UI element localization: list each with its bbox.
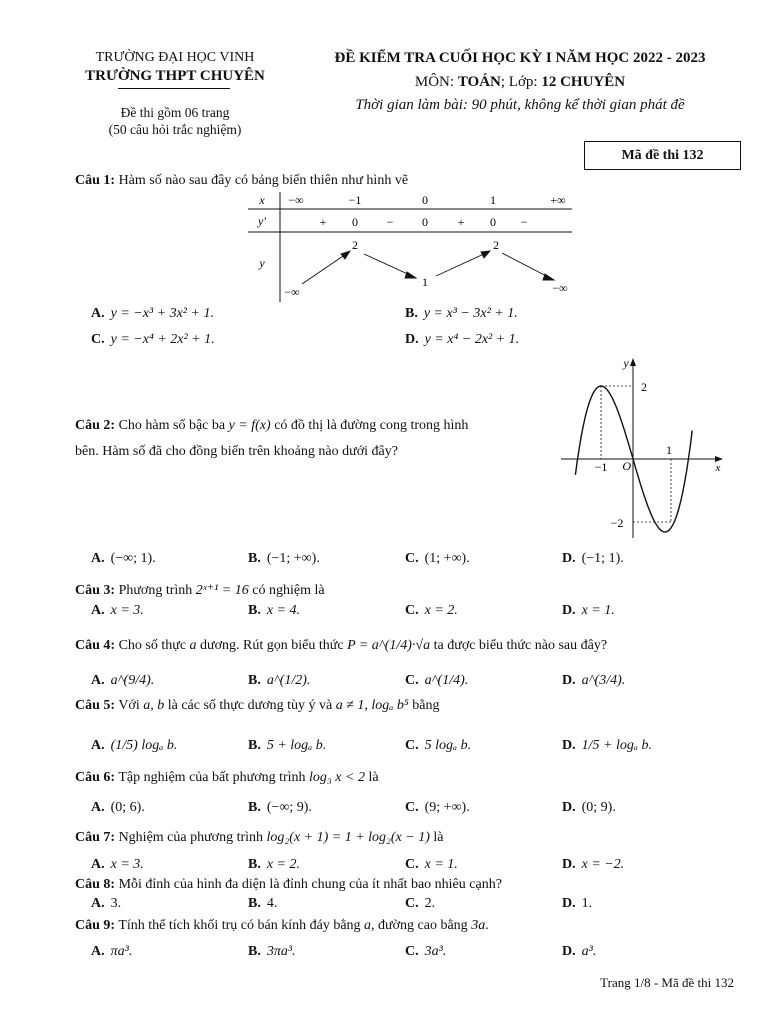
exam-info: [70, 104, 280, 138]
option-text: (9; +∞).: [424, 800, 470, 815]
option-text: y = −x³ + 3x² + 1.: [110, 306, 214, 321]
option-text: 1.: [581, 896, 593, 911]
option-text: x = 4.: [266, 603, 301, 618]
sign: 0: [352, 215, 358, 229]
question-math: P = a^(1/4)·√a: [347, 638, 431, 653]
option-letter: D.: [405, 332, 419, 347]
cubic-graph: [555, 350, 725, 540]
pages-note: Đề thi gồm 06 trang: [120, 105, 230, 120]
question-label: Câu 1:: [75, 173, 116, 188]
question-text-line2: bên. Hàm số đã cho đồng biến trên khoảng nào dưới đây?: [75, 444, 398, 459]
option-4a[interactable]: [91, 671, 154, 691]
question-7: [75, 828, 444, 848]
variation-arrows: [302, 251, 554, 284]
option-text: y = x³ − 3x² + 1.: [423, 306, 518, 321]
option-letter: A.: [91, 306, 105, 321]
tick-label: 1: [666, 443, 672, 457]
y-value: −∞: [552, 281, 568, 295]
questions-note: (50 câu hỏi trắc nghiệm): [108, 122, 242, 137]
option-8a[interactable]: [91, 894, 121, 914]
question-text: .: [485, 918, 489, 933]
tick-label: −1: [594, 460, 608, 474]
option-text: x = 2.: [424, 603, 458, 618]
option-text: 5 + logₐ b.: [266, 738, 327, 753]
option-1b[interactable]: [405, 304, 518, 324]
option-letter: A.: [91, 673, 105, 688]
option-6d[interactable]: [562, 798, 616, 818]
option-letter: D.: [562, 800, 576, 815]
option-letter: A.: [91, 944, 105, 959]
subject-prefix: MÔN:: [414, 74, 458, 90]
option-3b[interactable]: [248, 601, 300, 621]
option-4c[interactable]: [405, 671, 468, 691]
option-letter: C.: [405, 673, 419, 688]
option-text: a³.: [581, 944, 597, 959]
option-text: a^(1/4).: [424, 673, 469, 688]
exam-time-note: Thời gian làm bài: 90 phút, không kể thời gian phát đề: [355, 97, 685, 113]
question-text: , đường cao bằng: [371, 918, 472, 933]
option-2c[interactable]: [405, 549, 470, 569]
option-letter: D.: [562, 673, 576, 688]
question-math: y = f(x): [228, 418, 271, 433]
option-7b[interactable]: [248, 855, 300, 875]
option-text: 3πa³.: [266, 944, 296, 959]
question-3: [75, 581, 325, 601]
x-value: −1: [348, 193, 362, 207]
question-5: [75, 696, 439, 716]
option-2a[interactable]: [91, 549, 156, 569]
option-letter: B.: [248, 603, 261, 618]
option-text: x = 2.: [266, 857, 301, 872]
option-letter: A.: [91, 603, 105, 618]
question-label: Câu 5:: [75, 698, 116, 713]
option-text: (0; 9).: [581, 800, 616, 815]
option-letter: A.: [91, 551, 105, 566]
option-letter: C.: [405, 603, 419, 618]
row-label-x: x: [259, 193, 265, 207]
option-letter: D.: [562, 896, 576, 911]
x-value: +∞: [550, 193, 566, 207]
option-1c[interactable]: [91, 330, 215, 350]
option-letter: C.: [405, 857, 419, 872]
option-text: (−1; 1).: [581, 551, 624, 566]
option-7c[interactable]: [405, 855, 458, 875]
option-letter: B.: [248, 857, 261, 872]
sign: +: [457, 215, 465, 229]
question-math: 2ˣ⁺¹ = 16: [195, 583, 249, 598]
school-name: TRƯỜNG THPT CHUYÊN: [85, 68, 265, 84]
question-text: là: [364, 770, 379, 785]
question-text: Phương trình: [118, 583, 196, 598]
option-text: (−1; +∞).: [266, 551, 320, 566]
question-text: ta được biểu thức nào sau đây?: [430, 638, 608, 653]
question-label: Câu 4:: [75, 638, 116, 653]
option-letter: D.: [562, 738, 576, 753]
option-5d[interactable]: [562, 736, 652, 756]
option-5c[interactable]: [405, 736, 471, 756]
option-letter: B.: [248, 800, 261, 815]
option-text: a^(9/4).: [110, 673, 155, 688]
option-letter: B.: [248, 738, 261, 753]
question-text: Tính thể tích khối trụ có bán kính đáy bằng: [118, 918, 365, 933]
y-axis-label: y: [623, 356, 629, 370]
option-7a[interactable]: [91, 855, 144, 875]
exam-subject: [290, 74, 750, 91]
option-text: a^(1/2).: [266, 673, 311, 688]
option-9d[interactable]: [562, 942, 596, 962]
question-text: Mỗi đỉnh của hình đa diện là đỉnh chung của ít nhất bao nhiêu cạnh?: [118, 877, 502, 892]
question-math: log₃ x < 2: [309, 770, 365, 785]
variation-table: [240, 190, 580, 302]
grade-prefix: ; Lớp:: [500, 74, 542, 90]
origin-label: O: [622, 459, 631, 473]
option-letter: B.: [248, 896, 261, 911]
option-5a[interactable]: [91, 736, 177, 756]
option-text: (0; 6).: [110, 800, 145, 815]
option-6c[interactable]: [405, 798, 470, 818]
option-letter: D.: [562, 603, 576, 618]
option-text: 4.: [266, 896, 278, 911]
option-letter: C.: [405, 896, 419, 911]
option-text: x = 1.: [581, 603, 615, 618]
question-text: dương. Rút gọn biểu thức: [196, 638, 348, 653]
question-text: Hàm số nào sau đây có bảng biến thiên như hình vẽ: [118, 173, 409, 188]
grade-name: 12 CHUYÊN: [541, 74, 626, 90]
option-5b[interactable]: [248, 736, 326, 756]
question-math: 3a: [471, 918, 486, 933]
option-1d[interactable]: [405, 330, 519, 350]
sign: +: [319, 215, 327, 229]
question-text: có nghiệm là: [248, 583, 325, 598]
option-text: x = 3.: [110, 603, 144, 618]
question-text: Tập nghiệm của bất phương trình: [118, 770, 310, 785]
option-letter: D.: [562, 944, 576, 959]
option-letter: C.: [405, 738, 419, 753]
tick-label: −2: [610, 516, 624, 530]
question-1: [75, 171, 408, 191]
question-4: [75, 636, 607, 656]
option-7d[interactable]: [562, 855, 624, 875]
option-letter: D.: [562, 857, 576, 872]
option-1a[interactable]: [91, 304, 214, 324]
option-4d[interactable]: [562, 671, 625, 691]
y-value: −∞: [284, 285, 300, 299]
option-text: 2.: [424, 896, 436, 911]
option-letter: B.: [248, 673, 261, 688]
question-label: Câu 8:: [75, 877, 116, 892]
option-letter: B.: [248, 944, 261, 959]
sign: 0: [490, 215, 496, 229]
y-axis-arrow-icon: [630, 358, 636, 366]
question-math: a, b: [143, 698, 165, 713]
question-label: Câu 2:: [75, 418, 116, 433]
option-text: y = −x⁴ + 2x² + 1.: [110, 332, 215, 347]
option-2b[interactable]: [248, 549, 320, 569]
question-6: [75, 768, 379, 788]
option-letter: A.: [91, 896, 105, 911]
exam-title: ĐỀ KIỂM TRA CUỐI HỌC KỲ I NĂM HỌC 2022 - 2023: [334, 50, 706, 66]
question-label: Câu 7:: [75, 830, 116, 845]
option-letter: C.: [405, 944, 419, 959]
question-8: [75, 875, 502, 895]
option-text: 3a³.: [424, 944, 447, 959]
option-letter: B.: [248, 551, 261, 566]
question-9: [75, 916, 489, 936]
y-value: 1: [422, 275, 428, 289]
option-8d[interactable]: [562, 894, 592, 914]
question-text: có đồ thị là đường cong trong hình: [270, 418, 469, 433]
option-3c[interactable]: [405, 601, 458, 621]
sign: −: [386, 215, 394, 229]
question-text: bằng: [408, 698, 440, 713]
question-math: a ≠ 1, logₐ b⁵: [335, 698, 409, 713]
x-value: 0: [422, 193, 428, 207]
sign: 0: [422, 215, 428, 229]
question-text: Cho hàm số bậc ba: [118, 418, 229, 433]
option-text: 3.: [110, 896, 122, 911]
option-letter: C.: [91, 332, 105, 347]
option-letter: A.: [91, 857, 105, 872]
option-text: x = 3.: [110, 857, 144, 872]
option-9c[interactable]: [405, 942, 446, 962]
option-letter: B.: [405, 306, 418, 321]
option-4b[interactable]: [248, 671, 310, 691]
y-value: 2: [493, 238, 499, 252]
question-math: a: [364, 918, 372, 933]
question-math: a: [189, 638, 197, 653]
option-9b[interactable]: [248, 942, 296, 962]
subject-name: TOÁN: [457, 74, 501, 90]
row-label-y: y: [259, 256, 265, 270]
question-text: Với: [118, 698, 144, 713]
y-value: 2: [352, 238, 358, 252]
option-8c[interactable]: [405, 894, 435, 914]
x-value: 1: [490, 193, 496, 207]
question-label: Câu 6:: [75, 770, 116, 785]
question-text: là các số thực dương tùy ý và: [164, 698, 336, 713]
option-letter: A.: [91, 800, 105, 815]
question-text: Nghiệm của phương trình: [118, 830, 267, 845]
row-label-y-prime: y′: [258, 214, 266, 228]
page-footer: Trang 1/8 - Mã đề thi 132: [600, 975, 734, 990]
option-text: 5 logₐ b.: [424, 738, 472, 753]
option-8b[interactable]: [248, 894, 277, 914]
option-9a[interactable]: [91, 942, 132, 962]
question-2: [75, 416, 535, 462]
option-2d[interactable]: [562, 549, 624, 569]
x-value: −∞: [288, 193, 304, 207]
question-text: Cho số thực: [118, 638, 190, 653]
school-underline: [118, 88, 230, 89]
question-label: Câu 9:: [75, 918, 116, 933]
option-text: y = x⁴ − 2x² + 1.: [424, 332, 520, 347]
x-axis-label: x: [715, 462, 721, 474]
option-text: x = −2.: [581, 857, 625, 872]
option-letter: A.: [91, 738, 105, 753]
tick-label: 2: [641, 380, 647, 394]
option-6b[interactable]: [248, 798, 312, 818]
option-text: a^(3/4).: [581, 673, 626, 688]
option-text: x = 1.: [424, 857, 458, 872]
question-math: log₂(x + 1) = 1 + log₂(x − 1): [266, 830, 430, 845]
question-label: Câu 3:: [75, 583, 116, 598]
option-text: (1/5) logₐ b.: [110, 738, 178, 753]
option-letter: C.: [405, 800, 419, 815]
option-letter: C.: [405, 551, 419, 566]
option-3d[interactable]: [562, 601, 615, 621]
sign: −: [520, 215, 528, 229]
option-text: (1; +∞).: [424, 551, 470, 566]
option-text: 1/5 + logₐ b.: [581, 738, 652, 753]
exam-code-box: Mã đề thi 132: [584, 141, 741, 170]
option-6a[interactable]: [91, 798, 145, 818]
option-text: (−∞; 1).: [110, 551, 156, 566]
option-3a[interactable]: [91, 601, 144, 621]
university-name: TRƯỜNG ĐẠI HỌC VINH: [95, 50, 255, 65]
option-text: πa³.: [110, 944, 133, 959]
option-letter: D.: [562, 551, 576, 566]
question-text: là: [429, 830, 444, 845]
option-text: (−∞; 9).: [266, 800, 312, 815]
